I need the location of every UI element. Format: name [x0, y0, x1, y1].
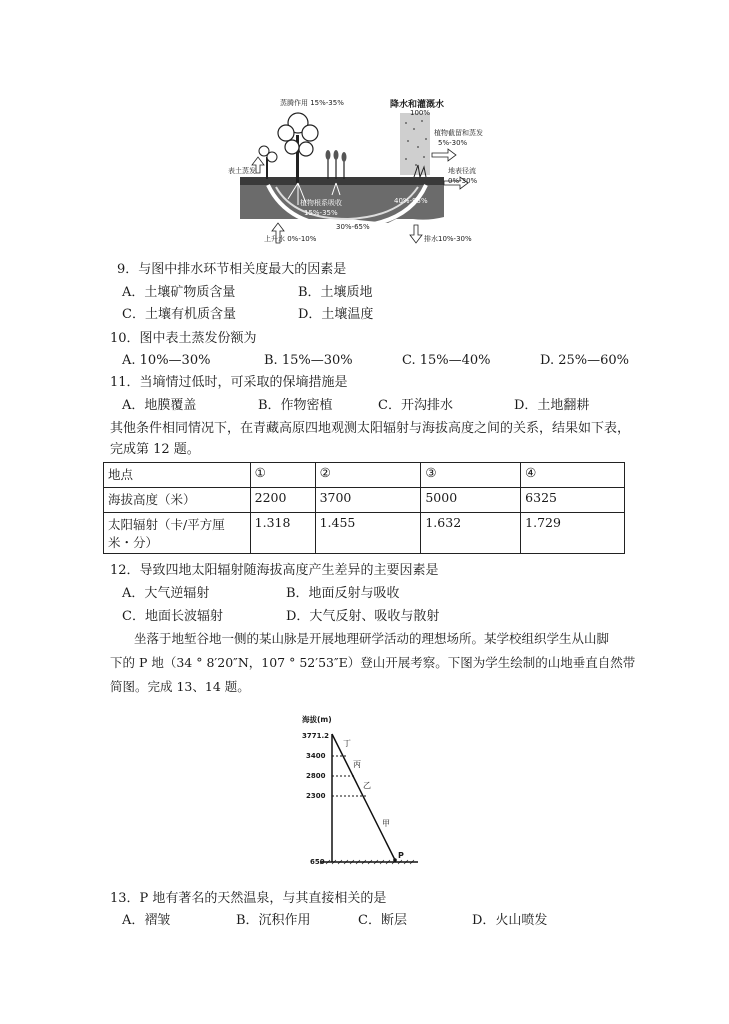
q9-option-b: B．土壤质地	[298, 285, 373, 300]
table-cell: 5000	[421, 488, 521, 513]
table-cell: ①	[250, 463, 315, 488]
intro-13-line1: 坐落于地堑谷地一侧的某山脉是开展地理研学活动的理想场所。某学校组织学生从山脚	[134, 631, 610, 646]
question-13-stem: 13．P 地有著名的天然温泉，与其直接相关的是	[110, 891, 387, 906]
intro-13-line2: 下的 P 地（34 ° 8′20″N，107 ° 52′53″E）登山开展考察。下图为学生绘制的山地垂直自然带	[110, 655, 636, 670]
slope-line	[332, 734, 395, 860]
interception-arrow	[432, 149, 456, 161]
q10-option-a: A. 10%—30%	[122, 353, 211, 368]
table-cell: 地点	[104, 463, 251, 488]
tick-label: 3400	[306, 752, 326, 760]
zone-label: 甲	[382, 819, 390, 828]
q13-option-a: A．褶皱	[122, 913, 171, 928]
zone-label: 丁	[343, 739, 351, 748]
root-absorb-label: 植物根系吸收	[300, 199, 342, 207]
q11-option-a: A．地膜覆盖	[122, 398, 197, 413]
q13-option-c: C．断层	[358, 913, 407, 928]
table-cell: ④	[521, 463, 625, 488]
intro-13	[110, 627, 636, 699]
table-cell: 6325	[521, 488, 625, 513]
q11-option-d: D．土地翻耕	[514, 398, 590, 413]
radiation-label-line1: 太阳辐射（卡/平方厘	[108, 517, 225, 532]
rain-column	[400, 113, 430, 175]
table-cell: ②	[315, 463, 421, 488]
table-cell: 海拔高度（米）	[104, 488, 251, 513]
q13-option-d: D．火山喷发	[472, 913, 548, 928]
q10-option-d: D. 25%—60%	[540, 353, 630, 368]
runoff-pct: 0%-30%	[448, 177, 478, 185]
radiation-label-line2: 米・分）	[108, 535, 159, 550]
zone-label: 乙	[363, 781, 371, 790]
tick-label: 2300	[306, 792, 326, 800]
interception-label: 植物截留和蒸发	[434, 129, 483, 137]
table-cell: 2200	[250, 488, 315, 513]
tick-label: 3771.2	[302, 732, 330, 740]
altitude-axis-title: 海拔(m)	[302, 715, 332, 724]
q12-option-a: A．大气逆辐射	[122, 586, 210, 601]
question-9-stem: 9．与图中排水环节相关度最大的因素是	[117, 262, 347, 277]
root-absorb-pct: 15%-35%	[304, 209, 338, 217]
intro-12-line1: 其他条件相同情况下，在青藏高原四地观测太阳辐射与海拔高度之间的关系，结果如下表，	[110, 421, 631, 436]
q11-option-b: B．作物密植	[258, 398, 333, 413]
runoff-label: 地表径流	[448, 167, 476, 175]
infiltration-pct: 40%-95%	[394, 197, 428, 205]
radiation-table	[103, 462, 625, 554]
precipitation-title: 降水和灌溉水	[390, 100, 445, 110]
surface-evap-label: 表土蒸发	[228, 167, 256, 175]
table-cell: 1.632	[421, 513, 521, 554]
intro-12-line2: 完成第 12 题。	[110, 442, 200, 457]
evapotranspiration-label: 蒸腾作用 15%-35%	[280, 99, 344, 107]
soil-water-diagram	[228, 95, 483, 247]
q9-option-d: D．土壤温度	[298, 307, 374, 322]
q11-option-c: C．开沟排水	[378, 398, 453, 413]
soil-water-pct: 30%-65%	[336, 223, 370, 231]
q12-option-d: D．大气反射、吸收与散射	[286, 609, 440, 624]
q10-option-b: B. 15%—30%	[264, 353, 353, 368]
q12-option-b: B．地面反射与吸收	[286, 586, 400, 601]
drainage-label: 排水10%-30%	[424, 235, 472, 243]
tick-label: 2800	[306, 772, 326, 780]
intro-13-line3: 简图。完成 13、14 题。	[110, 679, 250, 694]
q12-option-c: C．地面长波辐射	[122, 609, 223, 624]
drainage-arrow	[410, 225, 422, 243]
table-row	[104, 488, 625, 513]
table-cell: 1.455	[315, 513, 421, 554]
q13-option-b: B．沉积作用	[236, 913, 311, 928]
capillary-label: 上升水 0%-10%	[264, 235, 317, 243]
interception-pct: 5%-30%	[438, 139, 468, 147]
zone-label: 丙	[353, 760, 361, 769]
table-cell-radiation-label	[104, 513, 251, 554]
q9-option-a: A．土壤矿物质含量	[122, 285, 236, 300]
question-10-stem: 10．图中表土蒸发份额为	[110, 331, 257, 346]
table-cell: 3700	[315, 488, 421, 513]
table-row	[104, 513, 625, 554]
table-cell: 1.318	[250, 513, 315, 554]
question-12-stem: 12．导致四地太阳辐射随海拔高度产生差异的主要因素是	[110, 563, 439, 578]
question-11-stem: 11．当墒情过低时，可采取的保墒措施是	[110, 375, 348, 390]
table-cell: ③	[421, 463, 521, 488]
precipitation-pct: 100%	[410, 109, 431, 117]
q10-option-c: C. 15%—40%	[402, 353, 491, 368]
vertical-zonation-figure	[300, 714, 420, 870]
q9-option-c: C．土壤有机质含量	[122, 307, 236, 322]
tick-label: 650	[310, 858, 325, 866]
point-p-label: P	[398, 851, 404, 860]
table-cell: 1.729	[521, 513, 625, 554]
table-row	[104, 463, 625, 488]
